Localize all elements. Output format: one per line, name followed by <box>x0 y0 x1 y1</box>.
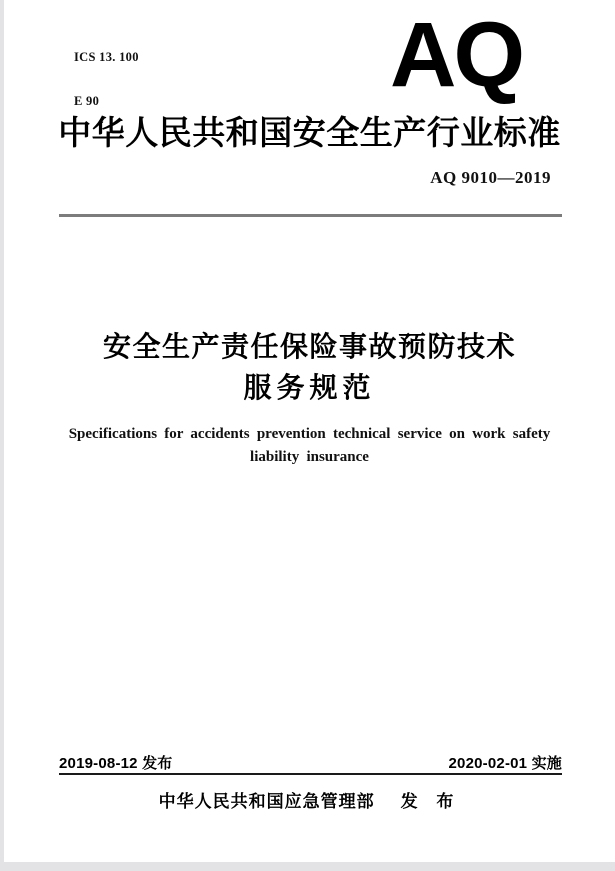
standard-type-title: 中华人民共和国安全生产行业标准 <box>58 114 561 151</box>
publisher-name: 中华人民共和国应急管理部 <box>158 792 375 811</box>
dates-row <box>59 752 562 773</box>
aq-standard-logo: AQ <box>390 4 522 106</box>
issue-date: 2019-08-12 发布 <box>59 755 173 772</box>
title-cn-line1: 安全生产责任保险事故预防技术 <box>102 331 516 362</box>
title-en-line2: liability insurance <box>250 449 369 465</box>
effective-date: 2020-02-01 实施 <box>448 755 562 772</box>
header-divider-rule <box>59 214 562 217</box>
standard-number: AQ 9010—2019 <box>430 168 551 187</box>
title-en-line1: Specifications for accidents prevention technical service on work safety <box>68 426 551 442</box>
ics-category-code: E 90 <box>74 93 100 108</box>
footer-divider-rule <box>59 773 562 775</box>
document-title-chinese <box>4 326 615 408</box>
ics-code: ICS 13. 100 <box>74 50 139 64</box>
release-label: 发 布 <box>400 792 461 811</box>
publisher-row <box>4 787 615 812</box>
title-cn-line2: 服务规范 <box>243 372 376 403</box>
standard-cover-page <box>4 0 615 862</box>
document-title-english <box>4 423 615 469</box>
